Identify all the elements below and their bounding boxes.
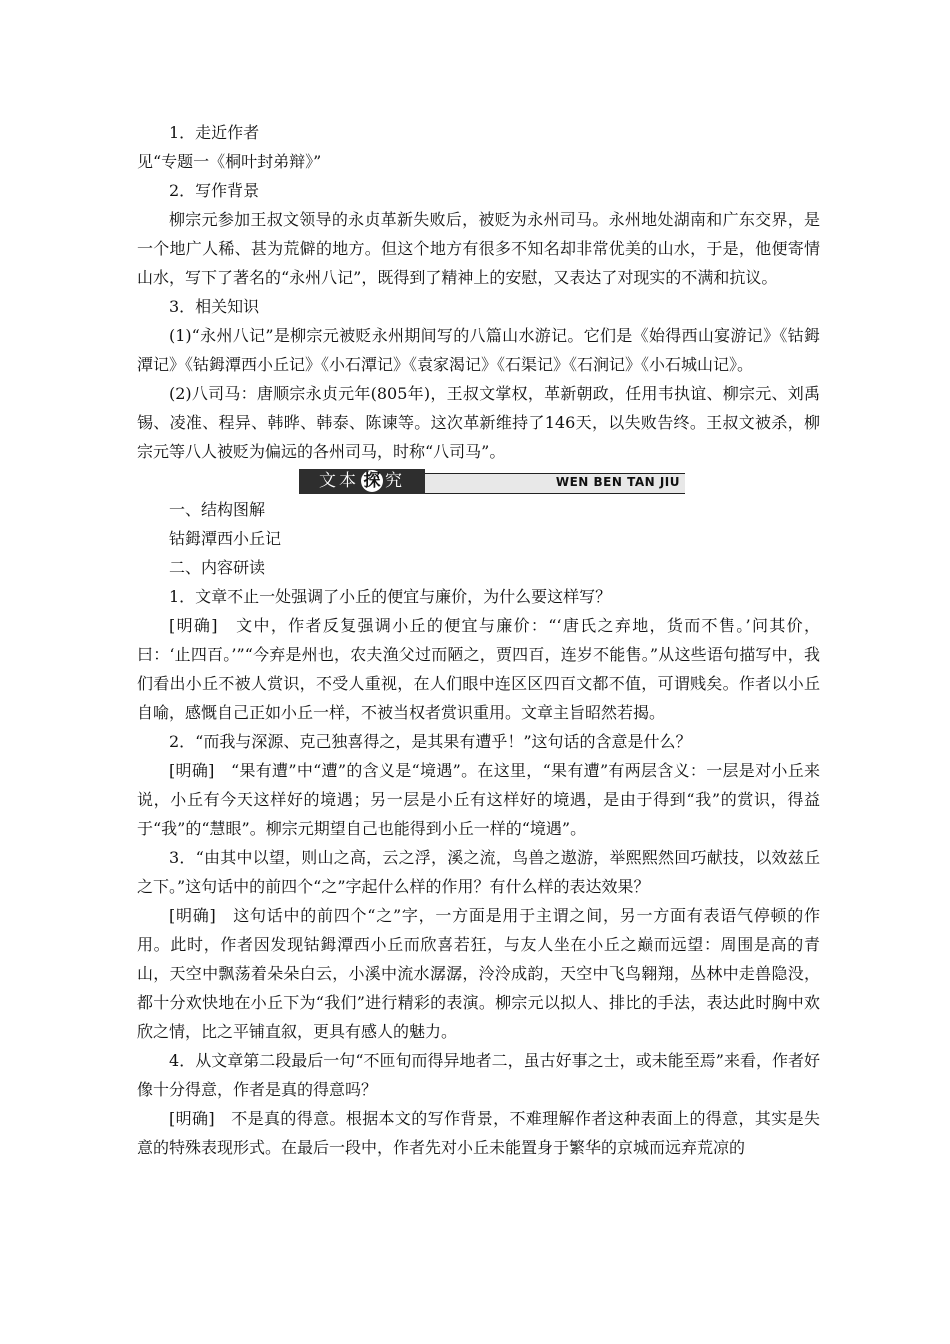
banner-title (299, 469, 425, 494)
section-banner (137, 466, 820, 495)
banner-circle-char: 探 (361, 470, 383, 492)
structure-title: 钴鉧潭西小丘记 (169, 529, 282, 548)
heading-reading: 二、内容研读 (169, 558, 266, 577)
question-3: 3．“由其中以望，则山之高，云之浮，溪之流，鸟兽之遨游，举熙熙然回巧献技，以效兹丘之下。”这句话中的前四个“之”字起什么样的作用？有什么样的表达效果？ (137, 848, 820, 896)
author-reference: 见“专题一《桐叶封弟辩》” (137, 152, 322, 171)
question-2: 2．“而我与深源、克己独喜得之，是其果有遭乎！”这句话的含意是什么？ (169, 732, 692, 751)
answer-1: [明确] 文中，作者反复强调小丘的便宜与廉价：“‘唐氏之弃地，货而不售。’问其价，曰：‘止四百。’”“今弃是州也，农夫渔父过而陋之，贾四百，连岁不能售。”从这些语句描写中，我们看出小丘不被人赏识，不受人重视，在人们眼中连区区四百文都不值，可谓贱矣。作者以小丘自喻，感慨自己正如小丘一样，不被当权者赏识重用。文章主旨昭然若揭。 (137, 616, 820, 722)
answer-3: [明确] 这句话中的前四个“之”字，一方面是用于主谓之间，另一方面有表语气停顿的作用。此时，作者因发现钴鉧潭西小丘而欣喜若狂，与友人坐在小丘之巅而远望：周围是高的青山，天空中飘荡着朵朵白云，小溪中流水潺潺，泠泠成韵，天空中飞鸟翱翔，丛林中走兽隐没，都十分欢快地在小丘下为“我们”进行精彩的表演。柳宗元以拟人、排比的手法，表达此时胸中欢欣之情，比之平铺直叙，更具有感人的魅力。 (137, 906, 820, 1041)
banner-text-c: 究 (385, 471, 405, 491)
knowledge-paragraph-2: (2)八司马：唐顺宗永贞元年(805年)，王叔文掌权，革新朝政，任用韦执谊、柳宗元、刘禹锡、凌准、程异、韩晔、韩泰、陈谏等。这次革新维持了146天，以失败告终。王叔文被杀，柳宗元等八人被贬为偏远的各州司马，时称“八司马”。 (137, 384, 820, 461)
answer-4: [明确] 不是真的得意。根据本文的写作背景，不难理解作者这种表面上的得意，其实是失意的特殊表现形式。在最后一段中，作者先对小丘未能置身于繁华的京城而远弃荒凉的 (137, 1109, 820, 1157)
question-1: 1．文章不止一处强调了小丘的便宜与廉价，为什么要这样写？ (169, 587, 612, 606)
answer-2: [明确] “果有遭”中“遭”的含义是“境遇”。在这里，“果有遭”有两层含义：一层是对小丘来说，小丘有今天这样好的境遇；另一层是小丘有这样好的境遇，是由于得到“我”的赏识，得益于“我”的“慧眼”。柳宗元期望自己也能得到小丘一样的“境遇”。 (137, 761, 820, 838)
heading-author: 1．走近作者 (169, 123, 260, 142)
question-4: 4．从文章第二段最后一句“不匝旬而得异地者二，虽古好事之士，或未能至焉”来看，作者好像十分得意，作者是真的得意吗？ (137, 1051, 820, 1099)
heading-background: 2．写作背景 (169, 181, 260, 200)
document-body (137, 118, 820, 1162)
background-paragraph: 柳宗元参加王叔文领导的永贞革新失败后，被贬为永州司马。永州地处湖南和广东交界，是一个地广人稀、甚为荒僻的地方。但这个地方有很多不知名却非常优美的山水，于是，他便寄情山水，写下了著名的“永州八记”，既得到了精神上的安慰，又表达了对现实的不满和抗议。 (137, 210, 820, 287)
banner-english: WEN BEN TAN JIU (555, 475, 680, 489)
heading-structure: 一、结构图解 (169, 500, 266, 519)
knowledge-paragraph-1: (1)“永州八记”是柳宗元被贬永州期间写的八篇山水游记。它们是《始得西山宴游记》《钴鉧潭记》《钴鉧潭西小丘记》《小石潭记》《袁家渴记》《石渠记》《石涧记》《小石城山记》。 (137, 326, 820, 374)
banner-text-a: 文本 (319, 471, 359, 491)
heading-knowledge: 3．相关知识 (169, 297, 260, 316)
